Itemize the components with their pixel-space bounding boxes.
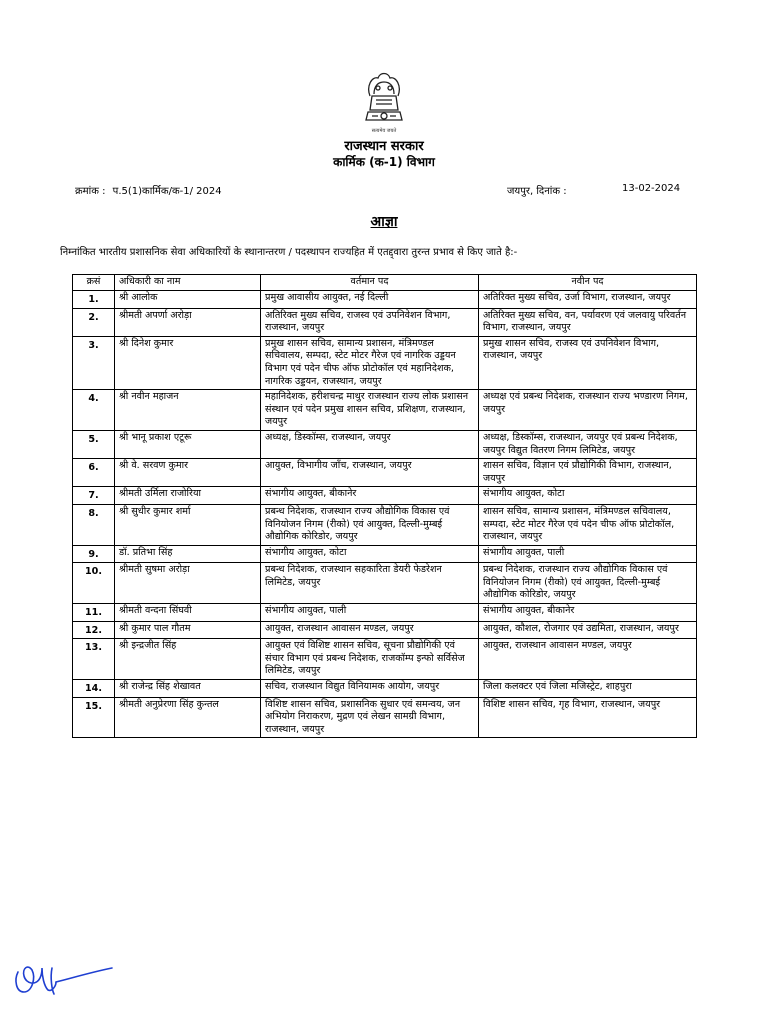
new-post: आयुक्त, राजस्थान आवासन मण्डल, जयपुर [479,639,697,680]
order-title: आज्ञा [370,214,398,230]
new-post: शासन सचिव, सामान्य प्रशासन, मंत्रिमण्डल सचिवालय, सम्पदा, स्टेट मोटर गैरेज एवं पदेन चीफ ऑफ प्रोटोकॉल, राजस्थान, जयपुर [479,504,697,545]
current-post: संभागीय आयुक्त, बीकानेर [261,487,479,505]
serial-number: 7. [73,487,115,505]
table-row [73,504,697,545]
department-name: कार्मिक (क-1) विभाग [333,155,435,169]
new-post: संभागीय आयुक्त, पाली [479,545,697,563]
new-post: अध्यक्ष, डिस्कॉम्स, राजस्थान, जयपुर एवं प्रबन्ध निदेशक, जयपुर विद्युत वितरण निगम लिमिटेड, जयपुर [479,430,697,458]
table-body [73,291,697,738]
current-post: संभागीय आयुक्त, कोटा [261,545,479,563]
new-post: विशिष्ट शासन सचिव, गृह विभाग, राजस्थान, जयपुर [479,697,697,738]
new-post: प्रबन्ध निदेशक, राजस्थान राज्य औद्योगिक विकास एवं विनियोजन निगम (रीको) एवं आयुक्त, दिल्ली-मुम्बई औद्योगिक कोरिडोर, जयपुर [479,563,697,604]
serial-number: 3. [73,336,115,389]
serial-number: 4. [73,390,115,431]
current-post: अतिरिक्त मुख्य सचिव, राजस्व एवं उपनिवेशन विभाग, राजस्थान, जयपुर [261,308,479,336]
current-post: आयुक्त, राजस्थान आवासन मण्डल, जयपुर [261,621,479,639]
table-row [73,336,697,389]
serial-number: 14. [73,680,115,698]
new-post: जिला कलक्टर एवं जिला मजिस्ट्रेट, शाहपुरा [479,680,697,698]
reference-number: प.5(1)कार्मिक/क-1/ 2024 [112,186,222,197]
serial-number: 1. [73,291,115,309]
officer-name: श्री कुमार पाल गौतम [115,621,261,639]
reference-line [75,183,222,197]
table-row [73,563,697,604]
new-post: संभागीय आयुक्त, कोटा [479,487,697,505]
government-name: राजस्थान सरकार [344,139,424,154]
table-row [73,621,697,639]
transfer-table [72,274,697,738]
officer-name: श्री नवीन महाजन [115,390,261,431]
order-intro: निम्नांकित भारतीय प्रशासनिक सेवा अधिकारियों के स्थानान्तरण / पदस्थापन राज्यहित में एतद्द्वारा तुरन्त प्रभाव से किए जाते है:- [60,247,518,258]
officer-name: श्री सुधीर कुमार शर्मा [115,504,261,545]
current-post: महानिदेशक, हरीशचन्द्र माथुर राजस्थान राज्य लोक प्रशासन संस्थान एवं पदेन प्रमुख शासन सचिव, प्रशिक्षण, राजस्थान, जयपुर [261,390,479,431]
officer-name: श्री वे. सरवण कुमार [115,459,261,487]
table-row [73,487,697,505]
officer-name: श्रीमती वन्दना सिंघवी [115,604,261,622]
officer-name: श्री राजेन्द्र सिंह शेखावत [115,680,261,698]
current-post: आयुक्त, विभागीय जाँच, राजस्थान, जयपुर [261,459,479,487]
officer-name: श्री भानू प्रकाश एटूरू [115,430,261,458]
table-row [73,545,697,563]
officer-name: डॉ. प्रतिभा सिंह [115,545,261,563]
current-post: विशिष्ट शासन सचिव, प्रशासनिक सुधार एवं समन्वय, जन अभियोग निराकरण, मुद्रण एवं लेखन सामग्री विभाग, राजस्थान, जयपुर [261,697,479,738]
officer-name: श्रीमती उर्मिला राजोरिया [115,487,261,505]
serial-number: 15. [73,697,115,738]
table-row [73,639,697,680]
table-row [73,680,697,698]
new-post: अतिरिक्त मुख्य सचिव, उर्जा विभाग, राजस्थान, जयपुर [479,291,697,309]
table-row [73,390,697,431]
current-post: संभागीय आयुक्त, पाली [261,604,479,622]
new-post: शासन सचिव, विज्ञान एवं प्रौद्योगिकी विभाग, राजस्थान, जयपुर [479,459,697,487]
current-post: प्रबन्ध निदेशक, राजस्थान सहकारिता डेयरी फेडरेशन लिमिटेड, जयपुर [261,563,479,604]
serial-number: 12. [73,621,115,639]
new-post: अतिरिक्त मुख्य सचिव, वन, पर्यावरण एवं जलवायु परिवर्तन विभाग, राजस्थान, जयपुर [479,308,697,336]
table-row [73,697,697,738]
header-current-post: वर्तमान पद [261,275,479,291]
header-officer-name: अधिकारी का नाम [115,275,261,291]
serial-number: 5. [73,430,115,458]
serial-number: 9. [73,545,115,563]
officer-name: श्री इन्द्रजीत सिंह [115,639,261,680]
serial-number: 11. [73,604,115,622]
table-row [73,291,697,309]
current-post: प्रमुख आवासीय आयुक्त, नई दिल्ली [261,291,479,309]
current-post: अध्यक्ष, डिस्कॉम्स, राजस्थान, जयपुर [261,430,479,458]
new-post: संभागीय आयुक्त, बीकानेर [479,604,697,622]
officer-name: श्रीमती अपर्णा अरोड़ा [115,308,261,336]
current-post: प्रबन्ध निदेशक, राजस्थान राज्य औद्योगिक विकास एवं विनियोजन निगम (रीको) एवं आयुक्त, दिल्ली-मुम्बई औद्योगिक कोरिडोर, जयपुर [261,504,479,545]
reference-label: क्रमांक : [75,186,106,197]
serial-number: 8. [73,504,115,545]
current-post: सचिव, राजस्थान विद्युत विनियामक आयोग, जयपुर [261,680,479,698]
table-row [73,430,697,458]
state-emblem-icon [356,70,412,136]
table-header-row [73,275,697,291]
place-label: जयपुर, दिनांक : [507,186,567,197]
emblem-motto: सत्यमेव जयते [371,128,397,134]
serial-number: 10. [73,563,115,604]
signature-icon [12,956,118,1000]
officer-name: श्री आलोक [115,291,261,309]
officer-name: श्री दिनेश कुमार [115,336,261,389]
new-post: प्रमुख शासन सचिव, राजस्व एवं उपनिवेशन विभाग, राजस्थान, जयपुर [479,336,697,389]
serial-number: 13. [73,639,115,680]
serial-number: 2. [73,308,115,336]
order-date: 13-02-2024 [622,183,681,194]
header-sno: क्रसं [73,275,115,291]
new-post: अध्यक्ष एवं प्रबन्ध निदेशक, राजस्थान राज्य भण्डारण निगम, जयपुर [479,390,697,431]
new-post: आयुक्त, कौशल, रोजगार एवं उद्यमिता, राजस्थान, जयपुर [479,621,697,639]
header-new-post: नवीन पद [479,275,697,291]
current-post: प्रमुख शासन सचिव, सामान्य प्रशासन, मंत्रिमण्डल सचिवालय, सम्पदा, स्टेट मोटर गैरेज एवं नागरिक उड्डयन विभाग एवं पदेन चीफ ऑफ प्रोटोकॉल एवं महानिदेशक, नागरिक उड्डयन, राजस्थान, जयपुर [261,336,479,389]
table-row [73,308,697,336]
table-row [73,459,697,487]
current-post: आयुक्त एवं विशिष्ट शासन सचिव, सूचना प्रौद्योगिकी एवं संचार विभाग एवं प्रबन्ध निदेशक, राजकॉम्प इन्फो सर्विसेज लिमिटेड, जयपुर [261,639,479,680]
officer-name: श्रीमती अनुप्रेरणा सिंह कुन्तल [115,697,261,738]
officer-name: श्रीमती सुषमा अरोड़ा [115,563,261,604]
serial-number: 6. [73,459,115,487]
table-row [73,604,697,622]
